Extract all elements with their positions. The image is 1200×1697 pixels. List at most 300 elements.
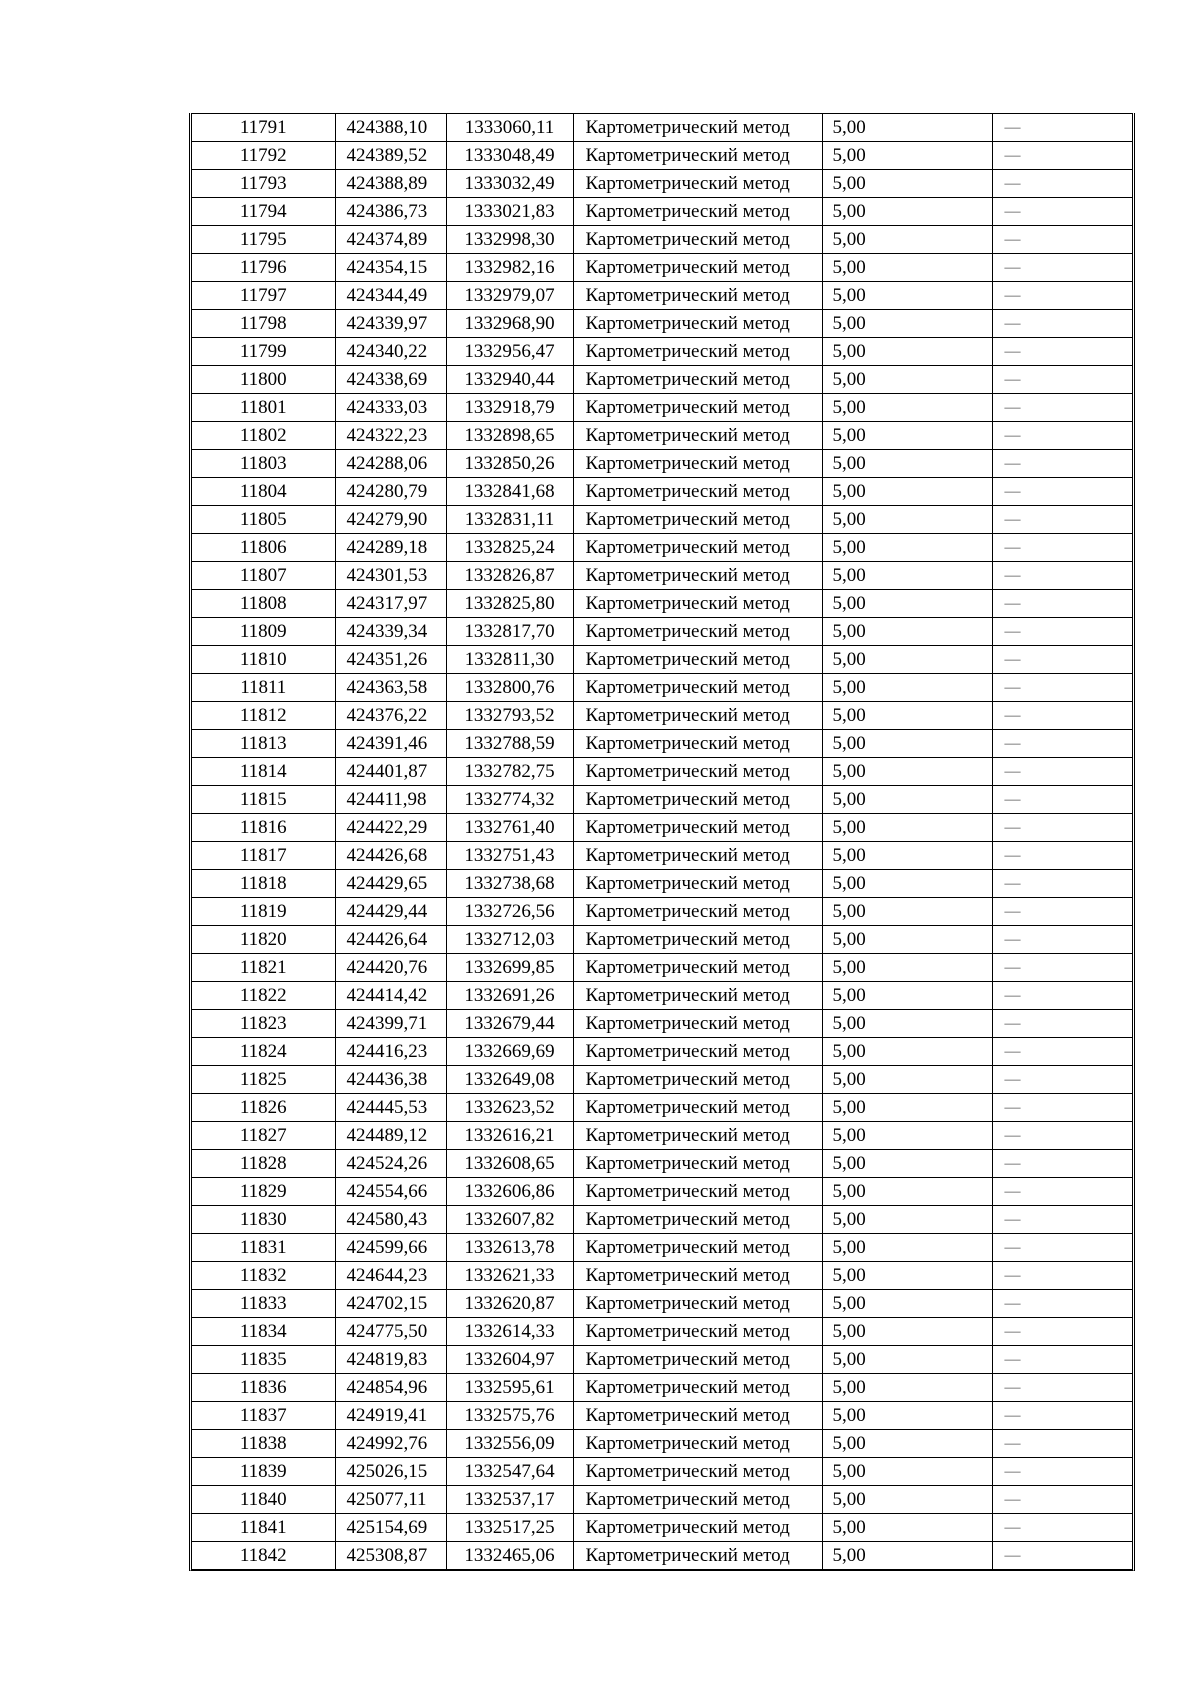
x-coordinate-cell: 424389,52 [335, 142, 446, 170]
point-number-cell: 11830 [192, 1206, 335, 1234]
method-cell: Картометрический метод [573, 1206, 822, 1234]
method-cell: Картометрический метод [573, 1066, 822, 1094]
note-cell [992, 1542, 1132, 1570]
x-coordinate-cell: 424391,46 [335, 730, 446, 758]
dash-text: — [1004, 1295, 1021, 1312]
x-coordinate-cell: 424422,29 [335, 814, 446, 842]
method-cell: Картометрический метод [573, 310, 822, 338]
x-coordinate-cell: 424445,53 [335, 1094, 446, 1122]
method-cell: Картометрический метод [573, 730, 822, 758]
x-coordinate-cell: 424280,79 [335, 478, 446, 506]
note-cell [992, 254, 1132, 282]
y-coordinate-cell: 1332613,78 [446, 1234, 573, 1262]
dash-text: — [1004, 903, 1021, 920]
dash-text: — [1004, 1547, 1021, 1564]
x-coordinate-cell: 424386,73 [335, 198, 446, 226]
y-coordinate-cell: 1332800,76 [446, 674, 573, 702]
x-coordinate-cell: 424992,76 [335, 1430, 446, 1458]
y-coordinate-cell: 1332956,47 [446, 338, 573, 366]
accuracy-cell: 5,00 [822, 1122, 992, 1150]
table-row [192, 310, 1132, 338]
accuracy-cell: 5,00 [822, 282, 992, 310]
dash-text: — [1004, 735, 1021, 752]
dash-text: — [1004, 175, 1021, 192]
table-row [192, 506, 1132, 534]
point-number-cell: 11799 [192, 338, 335, 366]
accuracy-cell: 5,00 [822, 1430, 992, 1458]
method-cell: Картометрический метод [573, 142, 822, 170]
note-cell [992, 534, 1132, 562]
dash-text: — [1004, 399, 1021, 416]
x-coordinate-cell: 424411,98 [335, 786, 446, 814]
dash-text: — [1004, 1379, 1021, 1396]
coordinates-table [192, 113, 1132, 1570]
note-cell [992, 590, 1132, 618]
point-number-cell: 11822 [192, 982, 335, 1010]
table-row [192, 422, 1132, 450]
dash-text: — [1004, 1099, 1021, 1116]
point-number-cell: 11812 [192, 702, 335, 730]
accuracy-cell: 5,00 [822, 870, 992, 898]
note-cell [992, 1486, 1132, 1514]
table-row [192, 1430, 1132, 1458]
accuracy-cell: 5,00 [822, 1066, 992, 1094]
table-row [192, 618, 1132, 646]
method-cell: Картометрический метод [573, 394, 822, 422]
dash-text: — [1004, 539, 1021, 556]
y-coordinate-cell: 1332537,17 [446, 1486, 573, 1514]
point-number-cell: 11793 [192, 170, 335, 198]
dash-text: — [1004, 119, 1021, 136]
table-row [192, 1514, 1132, 1542]
accuracy-cell: 5,00 [822, 1094, 992, 1122]
y-coordinate-cell: 1332712,03 [446, 926, 573, 954]
accuracy-cell: 5,00 [822, 1290, 992, 1318]
point-number-cell: 11832 [192, 1262, 335, 1290]
y-coordinate-cell: 1332623,52 [446, 1094, 573, 1122]
y-coordinate-cell: 1332998,30 [446, 226, 573, 254]
table-row [192, 702, 1132, 730]
x-coordinate-cell: 424489,12 [335, 1122, 446, 1150]
note-cell [992, 1066, 1132, 1094]
x-coordinate-cell: 424414,42 [335, 982, 446, 1010]
note-cell [992, 1178, 1132, 1206]
accuracy-cell: 5,00 [822, 1318, 992, 1346]
x-coordinate-cell: 424436,38 [335, 1066, 446, 1094]
method-cell: Картометрический метод [573, 1374, 822, 1402]
y-coordinate-cell: 1332679,44 [446, 1010, 573, 1038]
table-row [192, 1486, 1132, 1514]
method-cell: Картометрический метод [573, 450, 822, 478]
dash-text: — [1004, 931, 1021, 948]
accuracy-cell: 5,00 [822, 1010, 992, 1038]
method-cell: Картометрический метод [573, 954, 822, 982]
dash-text: — [1004, 1015, 1021, 1032]
dash-text: — [1004, 1043, 1021, 1060]
y-coordinate-cell: 1332968,90 [446, 310, 573, 338]
point-number-cell: 11816 [192, 814, 335, 842]
method-cell: Картометрический метод [573, 1402, 822, 1430]
accuracy-cell: 5,00 [822, 1458, 992, 1486]
dash-text: — [1004, 371, 1021, 388]
method-cell: Картометрический метод [573, 1262, 822, 1290]
accuracy-cell: 5,00 [822, 394, 992, 422]
point-number-cell: 11829 [192, 1178, 335, 1206]
accuracy-cell: 5,00 [822, 954, 992, 982]
point-number-cell: 11795 [192, 226, 335, 254]
x-coordinate-cell: 424344,49 [335, 282, 446, 310]
x-coordinate-cell: 424279,90 [335, 506, 446, 534]
table-row [192, 1234, 1132, 1262]
coordinates-table-frame [189, 113, 1135, 1571]
y-coordinate-cell: 1332620,87 [446, 1290, 573, 1318]
dash-text: — [1004, 511, 1021, 528]
y-coordinate-cell: 1332614,33 [446, 1318, 573, 1346]
accuracy-cell: 5,00 [822, 338, 992, 366]
table-row [192, 1206, 1132, 1234]
note-cell [992, 1402, 1132, 1430]
accuracy-cell: 5,00 [822, 1150, 992, 1178]
table-row [192, 478, 1132, 506]
x-coordinate-cell: 424322,23 [335, 422, 446, 450]
y-coordinate-cell: 1332604,97 [446, 1346, 573, 1374]
note-cell [992, 1038, 1132, 1066]
table-row [192, 394, 1132, 422]
note-cell [992, 898, 1132, 926]
x-coordinate-cell: 424524,26 [335, 1150, 446, 1178]
accuracy-cell: 5,00 [822, 1374, 992, 1402]
accuracy-cell: 5,00 [822, 786, 992, 814]
accuracy-cell: 5,00 [822, 310, 992, 338]
accuracy-cell: 5,00 [822, 1542, 992, 1570]
y-coordinate-cell: 1332788,59 [446, 730, 573, 758]
x-coordinate-cell: 424420,76 [335, 954, 446, 982]
note-cell [992, 114, 1132, 142]
x-coordinate-cell: 424363,58 [335, 674, 446, 702]
point-number-cell: 11838 [192, 1430, 335, 1458]
accuracy-cell: 5,00 [822, 674, 992, 702]
method-cell: Картометрический метод [573, 618, 822, 646]
accuracy-cell: 5,00 [822, 562, 992, 590]
point-number-cell: 11826 [192, 1094, 335, 1122]
method-cell: Картометрический метод [573, 282, 822, 310]
table-row [192, 1094, 1132, 1122]
accuracy-cell: 5,00 [822, 142, 992, 170]
x-coordinate-cell: 424339,34 [335, 618, 446, 646]
accuracy-cell: 5,00 [822, 366, 992, 394]
note-cell [992, 926, 1132, 954]
point-number-cell: 11815 [192, 786, 335, 814]
point-number-cell: 11803 [192, 450, 335, 478]
method-cell: Картометрический метод [573, 226, 822, 254]
point-number-cell: 11828 [192, 1150, 335, 1178]
point-number-cell: 11811 [192, 674, 335, 702]
dash-text: — [1004, 231, 1021, 248]
dash-text: — [1004, 679, 1021, 696]
method-cell: Картометрический метод [573, 1038, 822, 1066]
accuracy-cell: 5,00 [822, 842, 992, 870]
accuracy-cell: 5,00 [822, 170, 992, 198]
dash-text: — [1004, 791, 1021, 808]
note-cell [992, 786, 1132, 814]
y-coordinate-cell: 1332465,06 [446, 1542, 573, 1570]
point-number-cell: 11840 [192, 1486, 335, 1514]
dash-text: — [1004, 1435, 1021, 1452]
accuracy-cell: 5,00 [822, 702, 992, 730]
dash-text: — [1004, 259, 1021, 276]
note-cell [992, 506, 1132, 534]
method-cell: Картометрический метод [573, 1430, 822, 1458]
point-number-cell: 11806 [192, 534, 335, 562]
point-number-cell: 11797 [192, 282, 335, 310]
note-cell [992, 1514, 1132, 1542]
point-number-cell: 11831 [192, 1234, 335, 1262]
point-number-cell: 11807 [192, 562, 335, 590]
y-coordinate-cell: 1332595,61 [446, 1374, 573, 1402]
point-number-cell: 11834 [192, 1318, 335, 1346]
method-cell: Картометрический метод [573, 814, 822, 842]
y-coordinate-cell: 1332825,24 [446, 534, 573, 562]
table-row [192, 1346, 1132, 1374]
dash-text: — [1004, 1351, 1021, 1368]
table-row [192, 170, 1132, 198]
y-coordinate-cell: 1332616,21 [446, 1122, 573, 1150]
point-number-cell: 11813 [192, 730, 335, 758]
method-cell: Картометрический метод [573, 758, 822, 786]
y-coordinate-cell: 1333060,11 [446, 114, 573, 142]
dash-text: — [1004, 1155, 1021, 1172]
table-row [192, 1066, 1132, 1094]
dash-text: — [1004, 203, 1021, 220]
y-coordinate-cell: 1332607,82 [446, 1206, 573, 1234]
point-number-cell: 11800 [192, 366, 335, 394]
x-coordinate-cell: 424854,96 [335, 1374, 446, 1402]
accuracy-cell: 5,00 [822, 506, 992, 534]
table-row [192, 814, 1132, 842]
table-row [192, 1290, 1132, 1318]
table-row [192, 338, 1132, 366]
y-coordinate-cell: 1332841,68 [446, 478, 573, 506]
dash-text: — [1004, 1239, 1021, 1256]
point-number-cell: 11817 [192, 842, 335, 870]
accuracy-cell: 5,00 [822, 422, 992, 450]
x-coordinate-cell: 424429,44 [335, 898, 446, 926]
note-cell [992, 730, 1132, 758]
table-row [192, 198, 1132, 226]
accuracy-cell: 5,00 [822, 590, 992, 618]
note-cell [992, 338, 1132, 366]
table-row [192, 870, 1132, 898]
table-row [192, 1150, 1132, 1178]
point-number-cell: 11835 [192, 1346, 335, 1374]
table-row [192, 786, 1132, 814]
y-coordinate-cell: 1332811,30 [446, 646, 573, 674]
note-cell [992, 1430, 1132, 1458]
x-coordinate-cell: 424317,97 [335, 590, 446, 618]
method-cell: Картометрический метод [573, 562, 822, 590]
point-number-cell: 11836 [192, 1374, 335, 1402]
dash-text: — [1004, 1183, 1021, 1200]
y-coordinate-cell: 1332699,85 [446, 954, 573, 982]
table-row [192, 562, 1132, 590]
method-cell: Картометрический метод [573, 1094, 822, 1122]
dash-text: — [1004, 315, 1021, 332]
dash-text: — [1004, 595, 1021, 612]
note-cell [992, 1346, 1132, 1374]
note-cell [992, 1234, 1132, 1262]
dash-text: — [1004, 455, 1021, 472]
accuracy-cell: 5,00 [822, 478, 992, 506]
method-cell: Картометрический метод [573, 926, 822, 954]
accuracy-cell: 5,00 [822, 1262, 992, 1290]
x-coordinate-cell: 424338,69 [335, 366, 446, 394]
accuracy-cell: 5,00 [822, 730, 992, 758]
x-coordinate-cell: 424388,89 [335, 170, 446, 198]
y-coordinate-cell: 1332825,80 [446, 590, 573, 618]
point-number-cell: 11833 [192, 1290, 335, 1318]
table-row [192, 1458, 1132, 1486]
x-coordinate-cell: 425154,69 [335, 1514, 446, 1542]
method-cell: Картометрический метод [573, 114, 822, 142]
table-row [192, 926, 1132, 954]
accuracy-cell: 5,00 [822, 618, 992, 646]
accuracy-cell: 5,00 [822, 926, 992, 954]
point-number-cell: 11809 [192, 618, 335, 646]
table-row [192, 1402, 1132, 1430]
method-cell: Картометрический метод [573, 1514, 822, 1542]
dash-text: — [1004, 1071, 1021, 1088]
note-cell [992, 674, 1132, 702]
note-cell [992, 450, 1132, 478]
point-number-cell: 11842 [192, 1542, 335, 1570]
note-cell [992, 282, 1132, 310]
x-coordinate-cell: 425077,11 [335, 1486, 446, 1514]
accuracy-cell: 5,00 [822, 1038, 992, 1066]
method-cell: Картометрический метод [573, 254, 822, 282]
note-cell [992, 1458, 1132, 1486]
dash-text: — [1004, 1519, 1021, 1536]
note-cell [992, 226, 1132, 254]
table-row [192, 254, 1132, 282]
y-coordinate-cell: 1332606,86 [446, 1178, 573, 1206]
point-number-cell: 11837 [192, 1402, 335, 1430]
x-coordinate-cell: 424351,26 [335, 646, 446, 674]
point-number-cell: 11814 [192, 758, 335, 786]
note-cell [992, 842, 1132, 870]
x-coordinate-cell: 424388,10 [335, 114, 446, 142]
note-cell [992, 1010, 1132, 1038]
dash-text: — [1004, 1463, 1021, 1480]
table-row [192, 1178, 1132, 1206]
point-number-cell: 11821 [192, 954, 335, 982]
method-cell: Картометрический метод [573, 1150, 822, 1178]
table-row [192, 758, 1132, 786]
dash-text: — [1004, 1323, 1021, 1340]
y-coordinate-cell: 1332979,07 [446, 282, 573, 310]
method-cell: Картометрический метод [573, 1318, 822, 1346]
note-cell [992, 170, 1132, 198]
note-cell [992, 702, 1132, 730]
y-coordinate-cell: 1332575,76 [446, 1402, 573, 1430]
point-number-cell: 11804 [192, 478, 335, 506]
table-row [192, 534, 1132, 562]
note-cell [992, 646, 1132, 674]
point-number-cell: 11794 [192, 198, 335, 226]
accuracy-cell: 5,00 [822, 898, 992, 926]
y-coordinate-cell: 1332831,11 [446, 506, 573, 534]
accuracy-cell: 5,00 [822, 1514, 992, 1542]
table-row [192, 590, 1132, 618]
dash-text: — [1004, 1407, 1021, 1424]
accuracy-cell: 5,00 [822, 114, 992, 142]
dash-text: — [1004, 287, 1021, 304]
x-coordinate-cell: 424426,64 [335, 926, 446, 954]
point-number-cell: 11819 [192, 898, 335, 926]
table-row [192, 1318, 1132, 1346]
accuracy-cell: 5,00 [822, 758, 992, 786]
x-coordinate-cell: 424301,53 [335, 562, 446, 590]
dash-text: — [1004, 1491, 1021, 1508]
y-coordinate-cell: 1333032,49 [446, 170, 573, 198]
accuracy-cell: 5,00 [822, 450, 992, 478]
table-row [192, 1010, 1132, 1038]
table-row [192, 1374, 1132, 1402]
accuracy-cell: 5,00 [822, 1402, 992, 1430]
y-coordinate-cell: 1332826,87 [446, 562, 573, 590]
method-cell: Картометрический метод [573, 842, 822, 870]
accuracy-cell: 5,00 [822, 814, 992, 842]
y-coordinate-cell: 1332691,26 [446, 982, 573, 1010]
accuracy-cell: 5,00 [822, 1206, 992, 1234]
y-coordinate-cell: 1332940,44 [446, 366, 573, 394]
method-cell: Картометрический метод [573, 198, 822, 226]
point-number-cell: 11824 [192, 1038, 335, 1066]
table-row [192, 898, 1132, 926]
y-coordinate-cell: 1332850,26 [446, 450, 573, 478]
method-cell: Картометрический метод [573, 702, 822, 730]
dash-text: — [1004, 707, 1021, 724]
note-cell [992, 618, 1132, 646]
method-cell: Картометрический метод [573, 1486, 822, 1514]
note-cell [992, 1262, 1132, 1290]
y-coordinate-cell: 1332649,08 [446, 1066, 573, 1094]
table-row [192, 366, 1132, 394]
method-cell: Картометрический метод [573, 870, 822, 898]
y-coordinate-cell: 1332982,16 [446, 254, 573, 282]
method-cell: Картометрический метод [573, 786, 822, 814]
note-cell [992, 366, 1132, 394]
table-row [192, 842, 1132, 870]
dash-text: — [1004, 847, 1021, 864]
x-coordinate-cell: 424288,06 [335, 450, 446, 478]
note-cell [992, 562, 1132, 590]
table-row [192, 282, 1132, 310]
method-cell: Картометрический метод [573, 898, 822, 926]
point-number-cell: 11796 [192, 254, 335, 282]
point-number-cell: 11825 [192, 1066, 335, 1094]
x-coordinate-cell: 424580,43 [335, 1206, 446, 1234]
note-cell [992, 982, 1132, 1010]
dash-text: — [1004, 567, 1021, 584]
y-coordinate-cell: 1333048,49 [446, 142, 573, 170]
point-number-cell: 11791 [192, 114, 335, 142]
method-cell: Картометрический метод [573, 422, 822, 450]
x-coordinate-cell: 424354,15 [335, 254, 446, 282]
note-cell [992, 1094, 1132, 1122]
note-cell [992, 758, 1132, 786]
dash-text: — [1004, 651, 1021, 668]
point-number-cell: 11841 [192, 1514, 335, 1542]
